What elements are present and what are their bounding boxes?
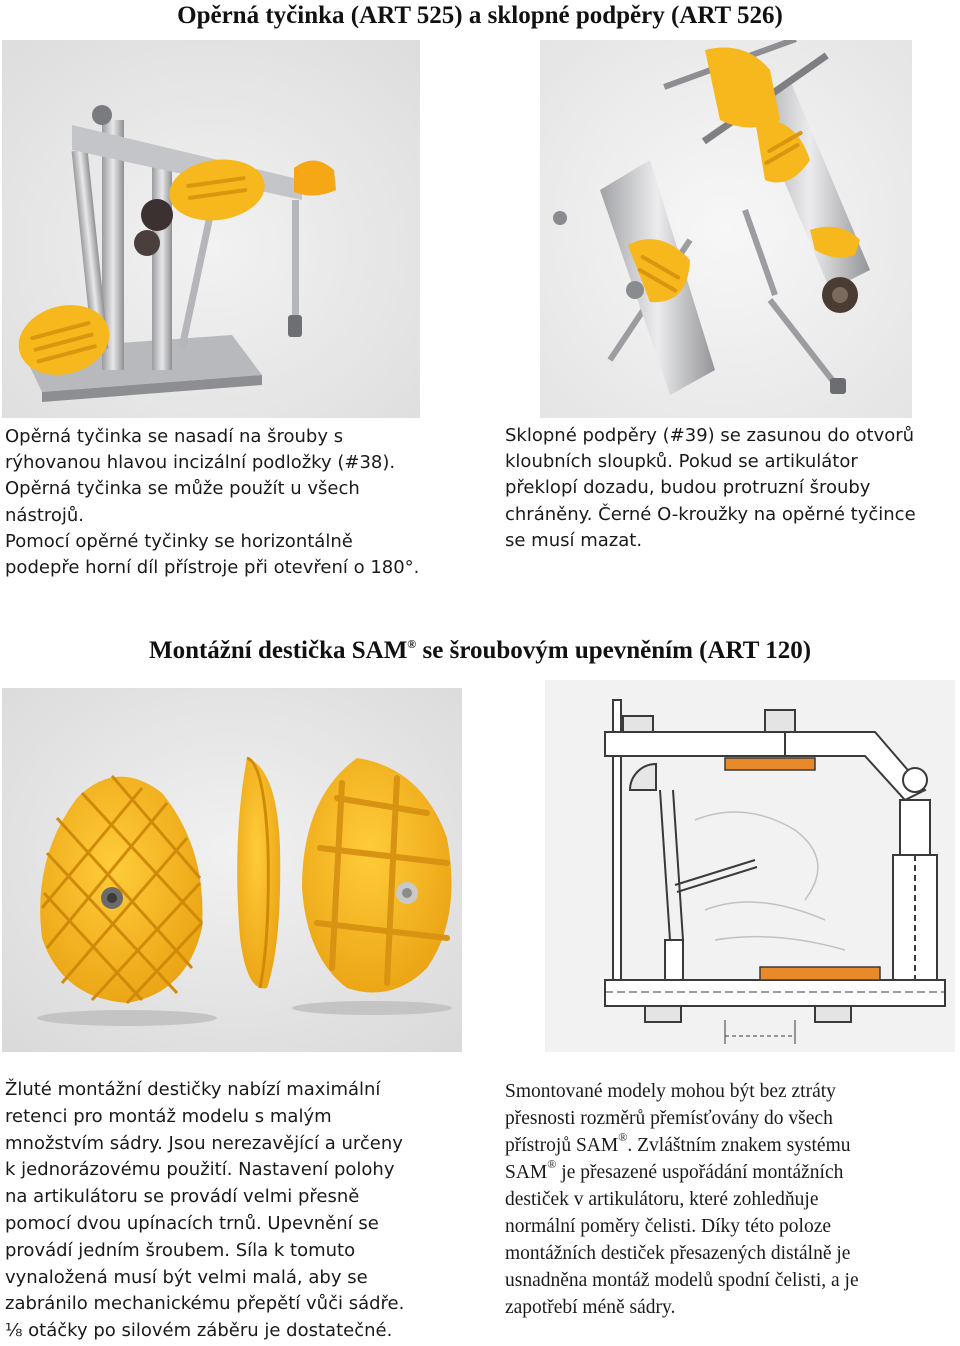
section1-title: Opěrná tyčinka (ART 525) a sklopné podpěry (ART 526) [177, 2, 783, 29]
text-line [505, 1132, 945, 1159]
text-line: nástrojů. [5, 504, 85, 526]
text-line: rýhovanou hlavou incizální podložky (#38). [5, 452, 396, 474]
title-main: Montážní destička SAM [148, 637, 408, 664]
text-line: Opěrná tyčinka se nasadí na šrouby s [5, 426, 344, 447]
text-line [505, 1186, 945, 1213]
text-line: Opěrná tyčinka se může použít u všech [5, 478, 360, 500]
support-rod-description [5, 424, 445, 581]
registered-mark: ® [547, 1157, 557, 1171]
text-segment: Smontované modely mohou být bez ztráty [505, 1081, 836, 1102]
text-segment: přístrojů SAM [505, 1135, 619, 1156]
text-line: Žluté montážní destičky nabízí maximální [5, 1079, 381, 1100]
text-line [505, 1240, 945, 1267]
text-segment: usnadněna montáž modelů spodní čelisti, a je [505, 1270, 859, 1291]
section2-title [0, 637, 960, 665]
text-line: k jednorázovému použití. Nastavení polohy [5, 1159, 395, 1181]
text-line: retenci pro montáž modelu s malým [5, 1105, 332, 1127]
text-line: na artikulátoru se provádí velmi přesně [5, 1186, 360, 1208]
text-line [505, 1294, 945, 1321]
text-line [505, 1078, 945, 1105]
text-line: pomocí dvou upínacích trnů. Upevnění se [5, 1212, 379, 1234]
text-line: překlopí dozadu, budou protruzní šrouby [505, 477, 871, 499]
sam-system-description [505, 1078, 945, 1321]
text-line: kloubních sloupků. Pokud se artikulátor [505, 451, 858, 473]
text-segment: destiček v artikulátoru, které zohledňuje [505, 1189, 819, 1210]
text-line: množstvím sádry. Jsou nerezavějící a určeny [5, 1132, 403, 1154]
text-line: ⅛ otáčky po silovém záběru je dostatečné. [5, 1320, 393, 1342]
text-line: Pomocí opěrné tyčinky se horizontálně [5, 530, 353, 552]
text-segment: normální poměry čelisti. Díky této poloze [505, 1216, 832, 1237]
text-line [505, 1267, 945, 1294]
folding-supports-description [505, 423, 945, 554]
text-segment: SAM [505, 1162, 548, 1183]
text-line: Sklopné podpěry (#39) se zasunou do otvorů [505, 425, 915, 446]
folding-supports-photo [540, 40, 912, 418]
text-segment: . Zvláštním znakem systému [627, 1135, 851, 1156]
mounting-plates-description [5, 1077, 455, 1345]
text-line: vynaložená musí být velmi malá, aby se [5, 1266, 368, 1288]
articulator-drawing [545, 680, 955, 1052]
text-segment: je přesazené uspořádání montážních [556, 1162, 844, 1183]
registered-mark: ® [407, 637, 417, 651]
text-line: chráněny. Černé O-kroužky na opěrné tyčince [505, 503, 916, 525]
mounting-plates-photo [2, 688, 462, 1052]
text-line [505, 1105, 945, 1132]
text-segment: montážních destiček přesazených distálně je [505, 1243, 851, 1264]
text-line: provádí jedním šroubem. Síla k tomuto [5, 1239, 356, 1261]
registered-mark: ® [618, 1130, 628, 1144]
text-line [505, 1159, 945, 1186]
support-rod-photo [2, 40, 420, 418]
text-line: podepře horní díl přístroje při otevření o 180°. [5, 557, 420, 579]
text-line [505, 1213, 945, 1240]
text-line: zabránilo mechanickému přepětí vůči sádře. [5, 1293, 405, 1315]
text-segment: zapotřebí méně sádry. [505, 1297, 676, 1318]
text-line: se musí mazat. [505, 529, 643, 551]
title-rest: se šroubovým upevněním (ART 120) [416, 637, 812, 664]
text-segment: přesnosti rozměrů přemísťovány do všech [505, 1108, 833, 1129]
